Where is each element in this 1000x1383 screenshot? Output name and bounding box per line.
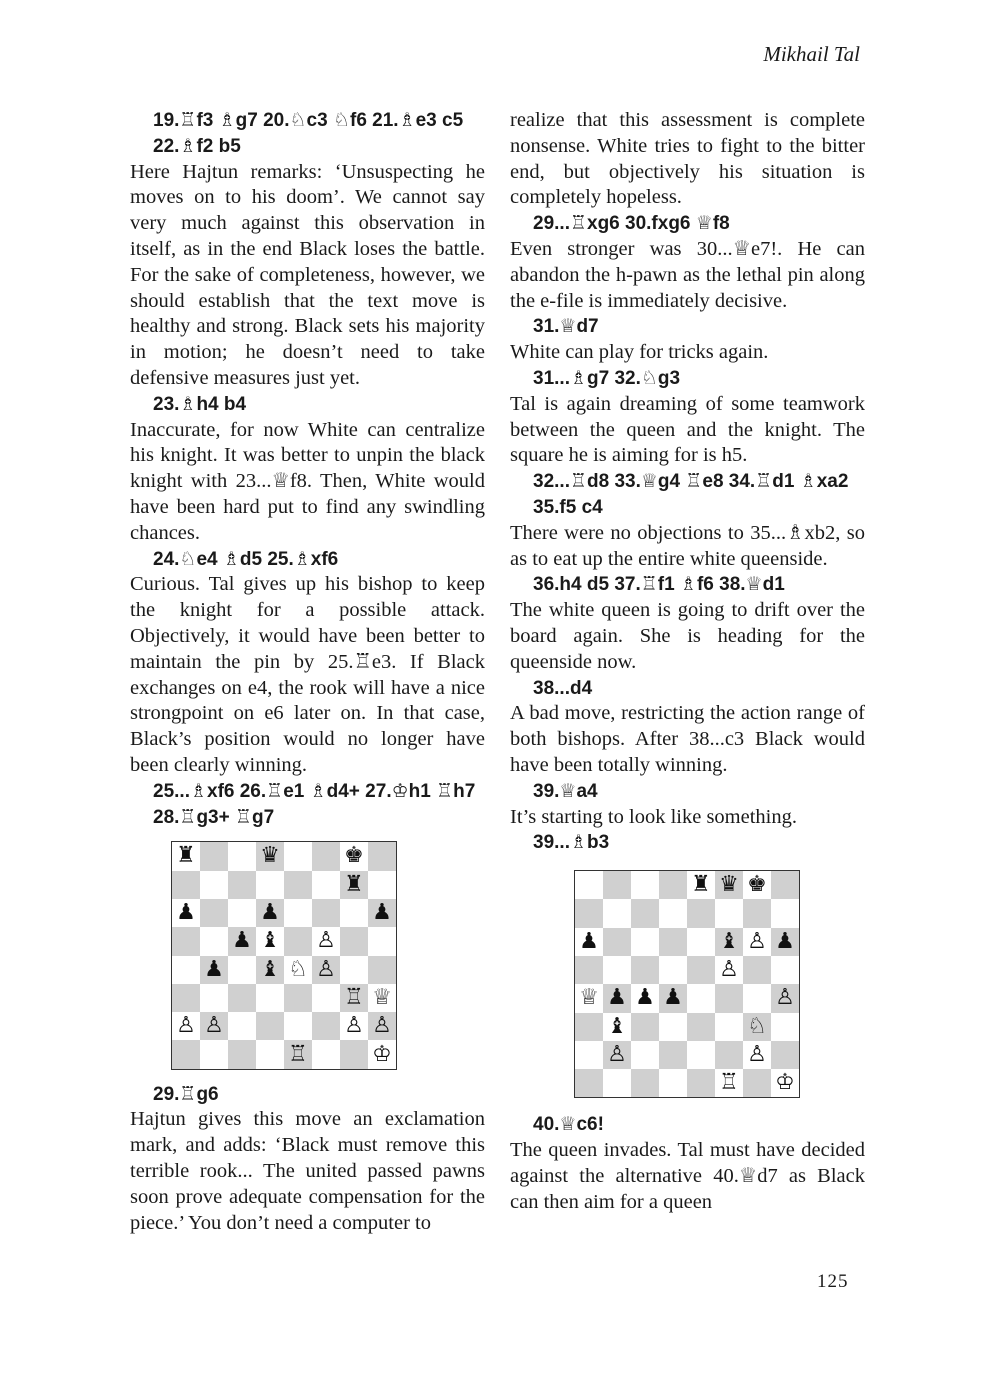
chess-square (631, 1013, 659, 1041)
chess-piece-square: ♙ (172, 1012, 200, 1040)
diagram-container (171, 841, 485, 1069)
right-column (510, 108, 865, 1216)
chess-square (340, 927, 368, 955)
chess-square (312, 1012, 340, 1040)
chess-square (603, 1069, 631, 1097)
chess-square (687, 1041, 715, 1069)
chess-piece-square: ♙ (743, 1041, 771, 1069)
commentary-paragraph: A bad move, restricting the action range of both bishops. After 38...c3 Black would have been totally winning. (510, 702, 865, 776)
chess-piece-square: ♙ (312, 956, 340, 984)
chess-square (631, 899, 659, 927)
move-notation: 38...d4 (533, 677, 593, 699)
chess-square (228, 1012, 256, 1040)
chess-square (368, 956, 396, 984)
chess-square (200, 842, 228, 870)
chess-square (228, 871, 256, 899)
move-notation: 25...♗xf6 26.♖e1 ♗d4+ 27.♔h1 ♖h7 28.♖g3+ ♖g7 (153, 780, 476, 828)
chess-square (687, 899, 715, 927)
chess-square (172, 927, 200, 955)
move-notation: 29...♖xg6 30.fxg6 ♕f8 (533, 213, 730, 235)
chess-square (631, 956, 659, 984)
chess-square (631, 871, 659, 899)
chess-square (715, 1013, 743, 1041)
chess-square (228, 1040, 256, 1068)
chess-square (575, 956, 603, 984)
chess-square (743, 1069, 771, 1097)
chess-piece-square: ♝ (256, 956, 284, 984)
chess-square (575, 1069, 603, 1097)
chess-square (771, 1013, 799, 1041)
chess-square (631, 928, 659, 956)
chess-piece-square: ♙ (312, 927, 340, 955)
chess-square (743, 984, 771, 1012)
chess-piece-square: ♙ (340, 1012, 368, 1040)
move-notation: 32...♖d8 33.♕g4 ♖e8 34.♖d1 ♗xa2 35.f5 c4 (533, 471, 849, 518)
chess-piece-square: ♟ (631, 984, 659, 1012)
chess-square (368, 927, 396, 955)
move-notation: 24.♘e4 ♗d5 25.♗xf6 (153, 548, 339, 570)
chess-square (715, 899, 743, 927)
chess-square (312, 871, 340, 899)
chess-square (200, 871, 228, 899)
move-notation: 29.♖g6 (153, 1083, 219, 1105)
chess-piece-square: ♝ (715, 928, 743, 956)
commentary-paragraph: Here Hajtun remarks: ‘Unsuspecting he moves on to his doom’. We cannot say very much against this observation in itself, as in the end Black loses the battle. For the sake of completeness, however, we should establish that the text move is healthy and strong. Black sets his majority in motion; he doesn’t need to take defensive measures just yet. (130, 160, 485, 389)
chess-piece-square: ♟ (172, 899, 200, 927)
chess-square (659, 1069, 687, 1097)
chess-square (284, 1012, 312, 1040)
chess-piece-square: ♛ (256, 842, 284, 870)
chess-square (312, 1040, 340, 1068)
chess-piece-square: ♟ (256, 899, 284, 927)
chess-square (368, 842, 396, 870)
chess-square (172, 956, 200, 984)
chess-piece-square: ♘ (284, 956, 312, 984)
chess-square (715, 984, 743, 1012)
chess-square (715, 1041, 743, 1069)
chess-square (228, 984, 256, 1012)
chess-diagram (171, 841, 397, 1069)
chess-piece-square: ♝ (256, 927, 284, 955)
chess-square (771, 871, 799, 899)
chess-square (200, 984, 228, 1012)
chess-piece-square: ♙ (368, 1012, 396, 1040)
left-column (130, 108, 485, 1236)
commentary-paragraph: Tal is again dreaming of some teamwork between the queen and the knight. The square he is aiming for is h5. (510, 392, 865, 467)
chess-square (631, 1041, 659, 1069)
chess-square (256, 984, 284, 1012)
move-notation: 31.♕d7 (533, 316, 599, 338)
chess-square (575, 1013, 603, 1041)
chess-square (256, 1040, 284, 1068)
chess-square (200, 899, 228, 927)
chess-square (659, 1013, 687, 1041)
move-notation: 36.h4 d5 37.♖f1 ♗f6 38.♕d1 (533, 574, 785, 596)
move-notation: 39.♕a4 (533, 780, 598, 802)
chess-square (228, 842, 256, 870)
commentary-paragraph: White can play for tricks again. (510, 341, 769, 364)
chess-piece-square: ♙ (771, 984, 799, 1012)
chess-square (200, 927, 228, 955)
chess-square (603, 899, 631, 927)
chess-piece-square: ♔ (368, 1040, 396, 1068)
chess-square (368, 871, 396, 899)
chess-piece-square: ♚ (340, 842, 368, 870)
chess-square (659, 1041, 687, 1069)
chess-square (200, 1040, 228, 1068)
chess-piece-square: ♟ (200, 956, 228, 984)
chess-piece-square: ♕ (575, 984, 603, 1012)
chess-piece-square: ♙ (715, 956, 743, 984)
chess-piece-square: ♛ (715, 871, 743, 899)
running-header: Mikhail Tal (763, 42, 860, 66)
chess-square (284, 871, 312, 899)
commentary-paragraph: Curious. Tal gives up his bishop to keep the knight for a possible attack. Objectively, it would have been better to maintain the pin by 25.♖e3. If Black exchanges on e4, the rook will have a nice strongpoint on e6 later on. In that case, Black’s position would no longer have been clearly winning. (130, 573, 485, 776)
chess-square (312, 899, 340, 927)
chess-square (256, 1012, 284, 1040)
chess-square (659, 956, 687, 984)
chess-square (687, 1069, 715, 1097)
commentary-paragraph: The white queen is going to drift over the board again. She is heading for the queenside now. (510, 599, 865, 673)
chess-square (228, 956, 256, 984)
diagram-container (574, 870, 865, 1098)
chess-square (659, 899, 687, 927)
move-notation: 19.♖f3 ♗g7 20.♘c3 ♘f6 21.♗e3 c5 22.♗f2 b5 (153, 110, 464, 157)
chess-piece-square: ♖ (340, 984, 368, 1012)
chess-square (659, 928, 687, 956)
commentary-paragraph: It’s starting to look like something. (510, 805, 797, 828)
chess-piece-square: ♝ (603, 1013, 631, 1041)
chess-diagram (574, 870, 800, 1098)
chess-square (284, 927, 312, 955)
move-notation: 31...♗g7 32.♘g3 (533, 367, 681, 389)
commentary-paragraph: Hajtun gives this move an exclamation mark, and adds: ‘Black must remove this terrible rook... The united passed pawns soon prove adequate compensation for the piece.’ You don’t need a computer to (130, 1108, 485, 1234)
commentary-paragraph: The queen invades. Tal must have decided against the alternative 40.♕d7 as Black can then aim for a queen (510, 1139, 865, 1213)
chess-square (284, 984, 312, 1012)
chess-square (687, 928, 715, 956)
chess-square (340, 956, 368, 984)
page-number: 125 (817, 1271, 849, 1292)
chess-piece-square: ♖ (715, 1069, 743, 1097)
chess-piece-square: ♙ (200, 1012, 228, 1040)
chess-square (603, 928, 631, 956)
chess-piece-square: ♙ (603, 1041, 631, 1069)
chess-square (743, 899, 771, 927)
commentary-paragraph: realize that this assessment is complete nonsense. White tries to fight to the bitter end, but objectively his situation is completely hopeless. (510, 109, 865, 209)
chess-square (603, 871, 631, 899)
chess-piece-square: ♜ (172, 842, 200, 870)
chess-piece-square: ♟ (368, 899, 396, 927)
chess-square (575, 1041, 603, 1069)
chess-piece-square: ♟ (771, 928, 799, 956)
chess-piece-square: ♚ (743, 871, 771, 899)
chess-piece-square: ♘ (743, 1013, 771, 1041)
chess-square (284, 842, 312, 870)
chess-square (575, 871, 603, 899)
commentary-paragraph: There were no objections to 35...♗xb2, so as to eat up the entire white queenside. (510, 521, 865, 570)
chess-piece-square: ♖ (284, 1040, 312, 1068)
chess-square (743, 956, 771, 984)
chess-square (312, 842, 340, 870)
chess-piece-square: ♕ (368, 984, 396, 1012)
chess-piece-square: ♜ (340, 871, 368, 899)
move-notation: 39...♗b3 (533, 832, 610, 854)
commentary-paragraph: Even stronger was 30...♕e7!. He can abandon the h-pawn as the lethal pin along the e-file is immediately decisive. (510, 237, 865, 312)
commentary-paragraph: Inaccurate, for now White can centralize his knight. It was better to unpin the black knight with 23...♕f8. Then, White would have been hard put to find any swindling chances. (130, 418, 485, 544)
chess-square (575, 899, 603, 927)
chess-square (771, 899, 799, 927)
chess-square (771, 956, 799, 984)
chess-square (312, 984, 340, 1012)
chess-square (687, 956, 715, 984)
move-notation: 40.♕c6! (533, 1114, 604, 1136)
chess-square (771, 1041, 799, 1069)
chess-piece-square: ♜ (687, 871, 715, 899)
chess-piece-square: ♙ (743, 928, 771, 956)
chess-square (172, 984, 200, 1012)
move-notation: 23.♗h4 b4 (153, 393, 247, 415)
chess-square (284, 899, 312, 927)
chess-square (659, 871, 687, 899)
chess-square (340, 1040, 368, 1068)
chess-piece-square: ♟ (228, 927, 256, 955)
chess-square (256, 871, 284, 899)
chess-square (172, 1040, 200, 1068)
chess-square (631, 1069, 659, 1097)
chess-square (687, 1013, 715, 1041)
chess-square (172, 871, 200, 899)
chess-square (340, 899, 368, 927)
chess-piece-square: ♟ (603, 984, 631, 1012)
chess-square (228, 899, 256, 927)
chess-square (603, 956, 631, 984)
chess-piece-square: ♔ (771, 1069, 799, 1097)
chess-square (687, 984, 715, 1012)
chess-piece-square: ♟ (659, 984, 687, 1012)
chess-piece-square: ♟ (575, 928, 603, 956)
